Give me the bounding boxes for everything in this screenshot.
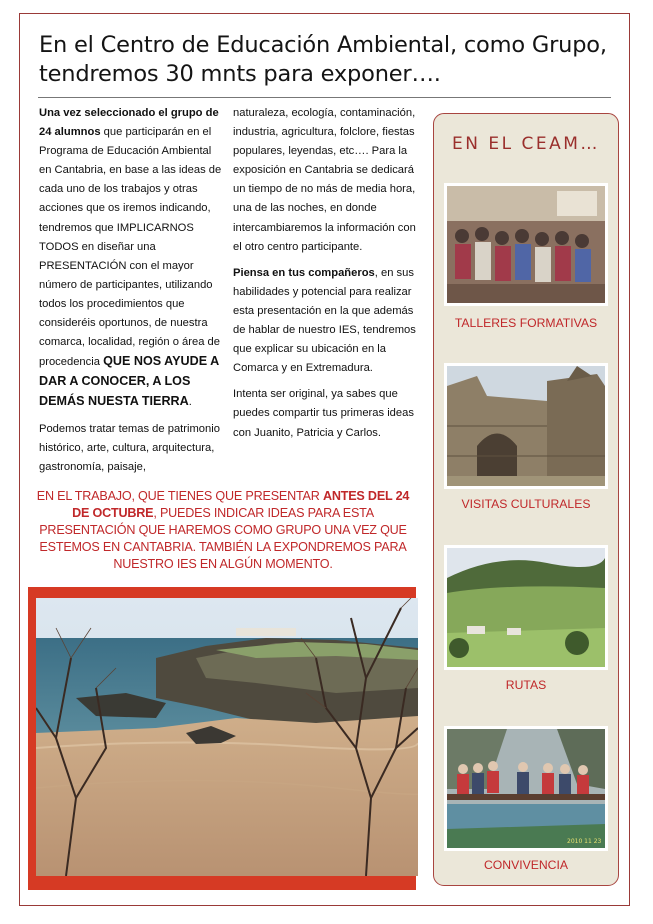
- intro-bold: Una vez seleccionado el grupo de 24 alumnos: [39, 107, 219, 139]
- notice-text-1: EN EL TRABAJO, QUE TIENES QUE PRESENTAR: [36, 489, 323, 503]
- intro-text: que participarán en el Programa de Educación Ambiental en Cantabria, en base a las ideas de cada uno de los trabajos y otras acciones que os iremos indicando, tendremos que IMPLICARNOS TODOS en diseñar una PRESENTACIÓN con el mayor número de participantes, utilizando todos los procedimientos que consideréis oportunos, de nuestra comarca, localidad, región o área de procedencia: [39, 126, 222, 369]
- photo-date-stamp: 2010 11 23: [567, 838, 602, 845]
- companions-text: , en sus habilidades y potencial para realizar esta presentación en la que además de hablar de nuestro IES, tendremos que explicar su ubicación en la Comarca y en Extremadura.: [233, 266, 416, 375]
- title-line-1: En el Centro de Educación Ambiental, como Grupo,: [39, 32, 607, 58]
- page-title: [39, 31, 614, 89]
- photo-convivencia: [444, 726, 608, 851]
- caption-convivencia: CONVIVENCIA: [484, 858, 568, 872]
- notice-text-2: , PUEDES INDICAR IDEAS PARA ESTA PRESENTACIÓN QUE HAREMOS COMO GRUPO UNA VEZ QUE ESTEMOS EN CANTABRIA. TAMBIÉN LA EXPONDREMOS PARA NUESTRO IES EN ALGÚN MOMENTO.: [39, 506, 407, 571]
- text-column-left: [39, 104, 223, 484]
- photo-talleres: [444, 183, 608, 306]
- title-divider: [38, 97, 611, 98]
- caption-visitas: VISITAS CULTURALES: [461, 497, 591, 511]
- caption-talleres: TALLERES FORMATIVAS: [454, 316, 598, 330]
- topics-continued-paragraph: naturaleza, ecología, contaminación, industria, agricultura, folclore, fiestas populares, leyendas, etc…. Para la exposición en Cantabria se dedicará un tiempo de no más de media hora, una de las noches, en donde intercambiaremos la información con el otro centro participante.: [233, 107, 416, 253]
- photo-visitas: [444, 363, 608, 489]
- photo-rutas: [444, 545, 608, 670]
- notice-deadline: ANTES DEL 24 DE OCTUBRE: [72, 489, 410, 520]
- companions-paragraph: [233, 264, 416, 379]
- title-line-2: tendremos 30 mnts para exponer….: [39, 61, 441, 87]
- beach-photo: [36, 598, 418, 876]
- sidebar-title: EN EL CEAM…: [452, 134, 600, 154]
- topics-paragraph: Podemos tratar temas de patrimonio histórico, arte, cultura, arquitectura, gastronomía, paisaje,: [39, 422, 220, 473]
- intro-paragraph: [39, 104, 223, 413]
- intro-end: .: [188, 396, 192, 409]
- companions-bold: Piensa en tus compañeros: [233, 266, 375, 279]
- intro-emphasis: QUE NOS AYUDE A DAR A CONOCER, A LOS DEMÁS NUESTA TIERRA: [39, 354, 219, 409]
- original-paragraph: Intenta ser original, ya sabes que puedes compartir tus primeras ideas con Juanito, Patricia y Carlos.: [233, 388, 414, 439]
- caption-rutas: RUTAS: [505, 678, 547, 692]
- text-column-right: [233, 104, 416, 450]
- deadline-notice: [36, 488, 410, 573]
